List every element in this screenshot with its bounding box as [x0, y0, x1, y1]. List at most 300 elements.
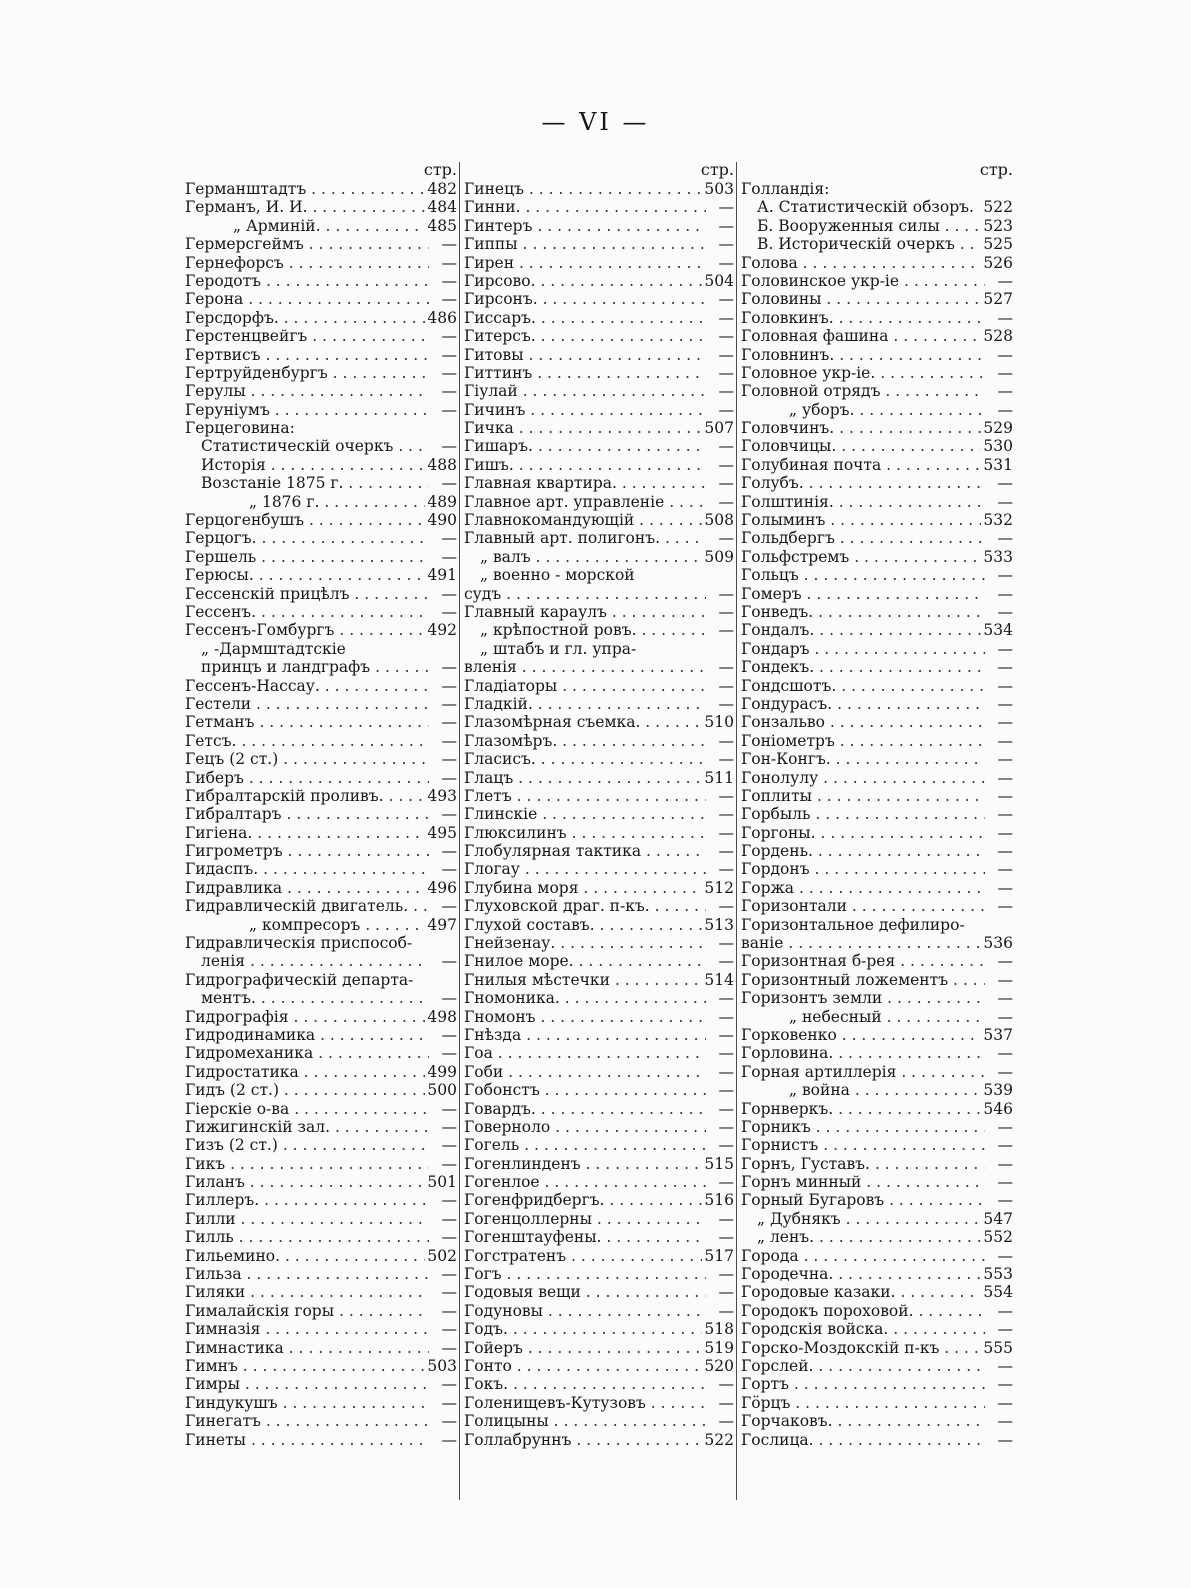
index-entry — [741, 1026, 1013, 1044]
index-entry — [464, 1210, 734, 1228]
entry-term: Глацъ . . . — [464, 769, 702, 787]
entry-term: Исторія . . . — [185, 456, 425, 474]
entry-term: Гинегатъ . . . — [185, 1412, 429, 1430]
index-entry — [185, 787, 457, 805]
index-entry — [464, 1081, 734, 1099]
entry-page: — — [706, 658, 734, 676]
entry-term: Гигіена. . . . — [185, 824, 425, 842]
index-entry — [464, 732, 734, 750]
entry-page: — — [985, 971, 1013, 989]
index-entry — [464, 382, 734, 400]
entry-page: — — [706, 254, 734, 272]
entry-page: — — [429, 750, 457, 768]
entry-page: — — [985, 1320, 1013, 1338]
entry-page: — — [706, 456, 734, 474]
index-entry — [464, 1008, 734, 1026]
entry-page: — — [429, 437, 457, 455]
entry-page: — — [429, 1431, 457, 1449]
entry-term: Гномоника. . . . — [464, 989, 706, 1007]
entry-term: Глуховской драг. п-къ. . . . — [464, 897, 706, 915]
entry-term: Герулы . . . — [185, 382, 429, 400]
index-entry — [741, 732, 1013, 750]
entry-term: Горный Бугаровъ . . . — [741, 1191, 985, 1209]
index-entry — [464, 1155, 734, 1173]
index-entry — [464, 713, 734, 731]
entry-term: Гослица. . . . — [741, 1431, 985, 1449]
entry-page: — — [429, 382, 457, 400]
entry-term: Гидъ (2 ст.) . . . — [185, 1081, 425, 1099]
entry-term: Германштадтъ . . . — [185, 180, 425, 198]
index-entry — [741, 1339, 1013, 1357]
index-entry — [741, 952, 1013, 970]
entry-term: Говардъ. . . . — [464, 1100, 706, 1118]
entry-page: — — [706, 1044, 734, 1062]
index-entry — [741, 474, 1013, 492]
entry-term: Гіулай . . . — [464, 382, 706, 400]
entry-term: Горнверкъ. . . . — [741, 1100, 981, 1118]
entry-term: Гогенлинденъ . . . — [464, 1155, 702, 1173]
index-entry — [185, 916, 457, 934]
index-entry — [464, 805, 734, 823]
entry-page: — — [706, 824, 734, 842]
entry-page: — — [429, 1210, 457, 1228]
entry-term: „ штабъ и гл. упра- — [480, 639, 637, 658]
entry-term: Гиттинъ . . . — [464, 364, 706, 382]
index-entry — [464, 198, 734, 216]
index-entry — [185, 695, 457, 713]
entry-term: Гетманъ . . . — [185, 713, 429, 731]
index-entry — [741, 769, 1013, 787]
entry-page: — — [429, 346, 457, 364]
index-entry — [464, 750, 734, 768]
entry-page: — — [706, 897, 734, 915]
entry-page: — — [429, 603, 457, 621]
entry-term: Герцеговина: — [185, 419, 295, 438]
entry-page: — — [706, 1283, 734, 1301]
index-entry — [741, 511, 1013, 529]
entry-term: Глубина моря . . . — [464, 879, 702, 897]
entry-page: — — [429, 658, 457, 676]
index-entry — [185, 493, 457, 511]
entry-page: — — [985, 860, 1013, 878]
entry-term: Голенищевъ-Кутузовъ . . . — [464, 1394, 706, 1412]
entry-term: Головчицы. . . . — [741, 437, 981, 455]
entry-page: — — [706, 217, 734, 235]
entry-page: 532 — [983, 511, 1013, 530]
entry-term: Гибралтарскій проливъ. . . . — [185, 787, 425, 805]
entry-term: „ валъ . . . — [464, 548, 702, 566]
index-entry — [464, 1302, 734, 1320]
index-entry — [185, 254, 457, 272]
entry-term: Главный караулъ . . . — [464, 603, 706, 621]
index-entry — [464, 879, 734, 897]
entry-page: — — [985, 787, 1013, 805]
index-entry — [741, 1412, 1013, 1430]
entry-page: 533 — [983, 547, 1013, 566]
entry-page: 504 — [704, 271, 734, 290]
entry-term: Гигрометръ . . . — [185, 842, 429, 860]
entry-term: Гирен . . . — [464, 254, 706, 272]
entry-term: Головины . . . — [741, 290, 981, 308]
entry-term: Гогенфридбергъ. . . . — [464, 1191, 702, 1209]
index-entry — [185, 548, 457, 566]
index-entry — [185, 1228, 457, 1246]
entry-term: Годъ. . . . — [464, 1320, 702, 1338]
entry-page: — — [429, 1026, 457, 1044]
entry-term: Гитерсъ. . . . — [464, 327, 706, 345]
entry-term: Горизонтальное дефилиро- — [741, 915, 965, 934]
index-entry — [464, 1247, 734, 1265]
entry-page: — — [429, 677, 457, 695]
index-entry — [185, 750, 457, 768]
index-entry — [741, 309, 1013, 327]
entry-page: — — [985, 309, 1013, 327]
entry-page: — — [985, 879, 1013, 897]
entry-page: 489 — [427, 492, 457, 511]
entry-term: вленія . . . — [464, 658, 706, 676]
index-entry — [185, 1283, 457, 1301]
entry-page: — — [429, 1155, 457, 1173]
index-entry — [741, 1191, 1013, 1209]
entry-page: 522 — [983, 198, 1013, 217]
entry-page: 552 — [983, 1228, 1013, 1247]
entry-page: — — [706, 1100, 734, 1118]
index-entry — [185, 1063, 457, 1081]
entry-page: — — [706, 1173, 734, 1191]
entry-page — [706, 640, 734, 658]
entry-term: Гессенъ. . . . — [185, 603, 429, 621]
entry-page: 496 — [427, 878, 457, 897]
entry-page: — — [985, 1136, 1013, 1154]
index-entry — [741, 382, 1013, 400]
entry-term: Глинскіе . . . — [464, 805, 706, 823]
entry-page: 497 — [427, 915, 457, 934]
index-entry — [185, 1155, 457, 1173]
entry-page: — — [429, 1100, 457, 1118]
entry-term: Гитовы . . . — [464, 346, 706, 364]
entry-term: Гикъ . . . — [185, 1155, 429, 1173]
index-entry — [741, 1320, 1013, 1338]
index-columns — [0, 160, 1191, 1500]
index-entry — [185, 566, 457, 584]
entry-page: 513 — [704, 915, 734, 934]
index-entry — [464, 787, 734, 805]
entry-page: — — [429, 1339, 457, 1357]
entry-page: — — [429, 1265, 457, 1283]
entry-term: Гертруйденбургъ . . . — [185, 364, 429, 382]
entry-term: Гидравлика . . . — [185, 879, 425, 897]
entry-page: — — [706, 1210, 734, 1228]
index-entry — [185, 235, 457, 253]
entry-page: — — [985, 842, 1013, 860]
entry-term: Гизъ (2 ст.) . . . — [185, 1136, 429, 1154]
entry-term: Гортъ . . . — [741, 1375, 985, 1393]
entry-term: Гобонстъ . . . — [464, 1081, 706, 1099]
entry-term: Горгоны. . . . — [741, 824, 985, 842]
entry-term: Гнилое море. . . . — [464, 952, 706, 970]
entry-term: Гессенъ-Нассау. . . . — [185, 677, 429, 695]
index-entry — [464, 511, 734, 529]
index-entry — [741, 989, 1013, 1007]
entry-page: — — [985, 952, 1013, 970]
entry-page: — — [985, 1008, 1013, 1026]
entry-page: — — [429, 529, 457, 547]
entry-term: Геродотъ . . . — [185, 272, 429, 290]
index-entry — [185, 971, 457, 989]
entry-term: Гинни. . . . — [464, 198, 706, 216]
entry-page: — — [985, 897, 1013, 915]
entry-term: „ 1876 г. . . . — [185, 493, 425, 511]
index-entry — [185, 677, 457, 695]
entry-page: — — [706, 787, 734, 805]
entry-term: Гишаръ. . . . — [464, 437, 706, 455]
entry-page: — — [429, 1136, 457, 1154]
entry-term: Гогъ . . . — [464, 1265, 706, 1283]
entry-term: Головное укр-іе. . . . — [741, 364, 985, 382]
index-entry — [464, 695, 734, 713]
entry-term: Гиллеръ. . . . — [185, 1191, 429, 1209]
entry-term: Гессенъ-Гомбургъ . . . — [185, 621, 425, 639]
entry-term: Глазомѣрная съемка. . . . — [464, 713, 702, 731]
index-entry — [185, 474, 457, 492]
index-entry — [185, 1173, 457, 1191]
index-entry — [464, 1044, 734, 1062]
index-entry — [185, 1044, 457, 1062]
entry-term: Голландія: — [741, 180, 830, 198]
entry-page: — — [429, 769, 457, 787]
entry-page: 553 — [983, 1265, 1013, 1284]
index-entry — [464, 309, 734, 327]
index-entry — [741, 621, 1013, 639]
entry-page: — — [985, 401, 1013, 419]
entry-page: — — [429, 1191, 457, 1209]
index-entry — [464, 419, 734, 437]
entry-term: Гидравлическія приспособ- — [185, 934, 413, 953]
index-entry — [741, 695, 1013, 713]
index-entry — [464, 1173, 734, 1191]
entry-page: — — [985, 1302, 1013, 1320]
entry-page: 517 — [704, 1246, 734, 1265]
entry-page: — — [706, 364, 734, 382]
index-entry — [185, 1394, 457, 1412]
entry-term: „ небесный . . . — [741, 1008, 985, 1026]
entry-term: Гольфстремъ . . . — [741, 548, 981, 566]
index-entry — [741, 1283, 1013, 1301]
index-entry — [741, 879, 1013, 897]
index-entry — [185, 529, 457, 547]
entry-page: — — [706, 952, 734, 970]
entry-page: — — [429, 1375, 457, 1393]
index-entry — [185, 198, 457, 216]
entry-term: Гинецъ . . . — [464, 180, 702, 198]
index-entry — [185, 805, 457, 823]
entry-term: Гольцъ . . . — [741, 566, 985, 584]
entry-term: Горжа . . . — [741, 879, 985, 897]
entry-page: — — [706, 529, 734, 547]
entry-term: „ -Дармштадтскіе — [201, 639, 346, 658]
entry-page: — — [706, 327, 734, 345]
entry-term: „ Дубнякъ . . . — [741, 1210, 981, 1228]
entry-term: Гидромеханика . . . — [185, 1044, 429, 1062]
entry-term: Гонолулу . . . — [741, 769, 985, 787]
entry-term: Горникъ . . . — [741, 1118, 985, 1136]
index-entry — [464, 769, 734, 787]
entry-term: Гимнастика . . . — [185, 1339, 429, 1357]
index-entry — [464, 290, 734, 308]
index-entry — [741, 824, 1013, 842]
entry-page: 486 — [427, 308, 457, 327]
entry-page — [429, 640, 457, 658]
column-divider — [459, 162, 460, 1500]
entry-term: Гернефорсъ . . . — [185, 254, 429, 272]
index-entry — [464, 364, 734, 382]
entry-page: — — [429, 235, 457, 253]
index-entry — [741, 805, 1013, 823]
entry-page: 510 — [704, 713, 734, 732]
entry-page: 498 — [427, 1007, 457, 1026]
index-entry — [464, 1118, 734, 1136]
entry-page: — — [985, 805, 1013, 823]
index-entry — [185, 1302, 457, 1320]
entry-term: Гонведъ. . . . — [741, 603, 985, 621]
index-entry — [741, 1210, 1013, 1228]
index-entry — [464, 272, 734, 290]
entry-page: — — [985, 364, 1013, 382]
entry-term: Гойеръ . . . — [464, 1339, 702, 1357]
entry-page: 501 — [427, 1173, 457, 1192]
entry-page: 528 — [983, 327, 1013, 346]
entry-term: ленія . . . — [185, 952, 429, 970]
entry-page: — — [985, 695, 1013, 713]
index-entry — [185, 1118, 457, 1136]
entry-term: Гишъ. . . . — [464, 456, 706, 474]
entry-term: Гонто . . . — [464, 1357, 702, 1375]
entry-page: — — [985, 824, 1013, 842]
entry-page: — — [985, 1247, 1013, 1265]
index-entry — [185, 842, 457, 860]
index-entry — [185, 603, 457, 621]
entry-page: — — [985, 677, 1013, 695]
index-entry — [741, 437, 1013, 455]
entry-page: 511 — [704, 768, 734, 787]
entry-page: 519 — [704, 1338, 734, 1357]
entry-term: Глогау . . . — [464, 860, 706, 878]
entry-term: Голыминъ . . . — [741, 511, 981, 529]
entry-term: Главный арт. полигонъ. . . . — [464, 529, 706, 547]
index-entry — [464, 603, 734, 621]
index-entry — [185, 290, 457, 308]
entry-page: — — [706, 1228, 734, 1246]
entry-term: Гладкій. . . . — [464, 695, 706, 713]
entry-term: Гершель . . . — [185, 548, 429, 566]
entry-page: — — [985, 566, 1013, 584]
entry-term: „ уборъ. . . . — [741, 401, 985, 419]
entry-term: Гіерскіе о-ва . . . — [185, 1100, 429, 1118]
entry-page: — — [429, 364, 457, 382]
entry-page: — — [429, 254, 457, 272]
entry-page: — — [985, 1173, 1013, 1191]
entry-page: — — [985, 989, 1013, 1007]
entry-page: — — [985, 493, 1013, 511]
entry-term: Гильза . . . — [185, 1265, 429, 1283]
entry-page: — — [706, 382, 734, 400]
entry-term: Главнокомандующій . . . — [464, 511, 702, 529]
entry-page: — — [706, 493, 734, 511]
entry-term: Гондаръ . . . — [741, 640, 985, 658]
entry-page — [429, 419, 457, 437]
index-entry — [741, 1265, 1013, 1283]
index-entry — [741, 787, 1013, 805]
index-entry — [185, 1320, 457, 1338]
entry-page — [706, 566, 734, 584]
index-entry — [741, 364, 1013, 382]
index-entry — [464, 529, 734, 547]
entry-page: 526 — [983, 253, 1013, 272]
entry-term: Голова . . . — [741, 254, 981, 272]
entry-term: Гӧрцъ . . . — [741, 1394, 985, 1412]
entry-page: — — [706, 1008, 734, 1026]
entry-page: — — [706, 1081, 734, 1099]
entry-page: 531 — [983, 455, 1013, 474]
entry-page: — — [429, 732, 457, 750]
entry-term: Геруніумъ . . . — [185, 401, 429, 419]
index-entry — [185, 1210, 457, 1228]
entry-page: — — [985, 272, 1013, 290]
entry-term: Гимнъ . . . — [185, 1357, 425, 1375]
entry-term: Глухой составъ. . . . — [464, 916, 702, 934]
entry-page: — — [706, 842, 734, 860]
entry-term: Гордень. . . . — [741, 842, 985, 860]
entry-page: — — [985, 1044, 1013, 1062]
entry-page: — — [985, 382, 1013, 400]
entry-page: 515 — [704, 1154, 734, 1173]
entry-term: Гладіаторы . . . — [464, 677, 706, 695]
entry-term: Гидаспъ. . . . — [185, 860, 429, 878]
index-entry — [185, 309, 457, 327]
index-entry — [464, 897, 734, 915]
entry-term: ваніе . . . — [741, 934, 981, 952]
entry-term: Горизонтъ земли . . . — [741, 989, 985, 1007]
index-column-1 — [185, 160, 457, 1449]
entry-page: 536 — [983, 934, 1013, 953]
index-entry — [741, 1155, 1013, 1173]
index-entry — [185, 658, 457, 676]
entry-page — [985, 180, 1013, 198]
index-entry — [741, 1081, 1013, 1099]
entry-page: 530 — [983, 437, 1013, 456]
index-entry — [741, 750, 1013, 768]
entry-page: — — [985, 585, 1013, 603]
index-entry — [185, 1100, 457, 1118]
entry-term: Гнилыя мѣстечки . . . — [464, 971, 702, 989]
entry-term: Гордонъ . . . — [741, 860, 985, 878]
entry-page: 499 — [427, 1062, 457, 1081]
index-entry — [464, 842, 734, 860]
entry-page: 539 — [983, 1081, 1013, 1100]
index-entry — [741, 346, 1013, 364]
entry-term: „ военно - морской — [480, 566, 635, 585]
entry-term: Гидростатика . . . — [185, 1063, 425, 1081]
index-entry — [741, 971, 1013, 989]
entry-page: — — [429, 952, 457, 970]
entry-term: ментъ. . . . — [185, 989, 429, 1007]
entry-page: 525 — [983, 235, 1013, 254]
entry-term: Гичка . . . — [464, 419, 702, 437]
entry-page: — — [706, 934, 734, 952]
index-entry — [464, 916, 734, 934]
entry-page: 507 — [704, 419, 734, 438]
index-entry — [185, 511, 457, 529]
